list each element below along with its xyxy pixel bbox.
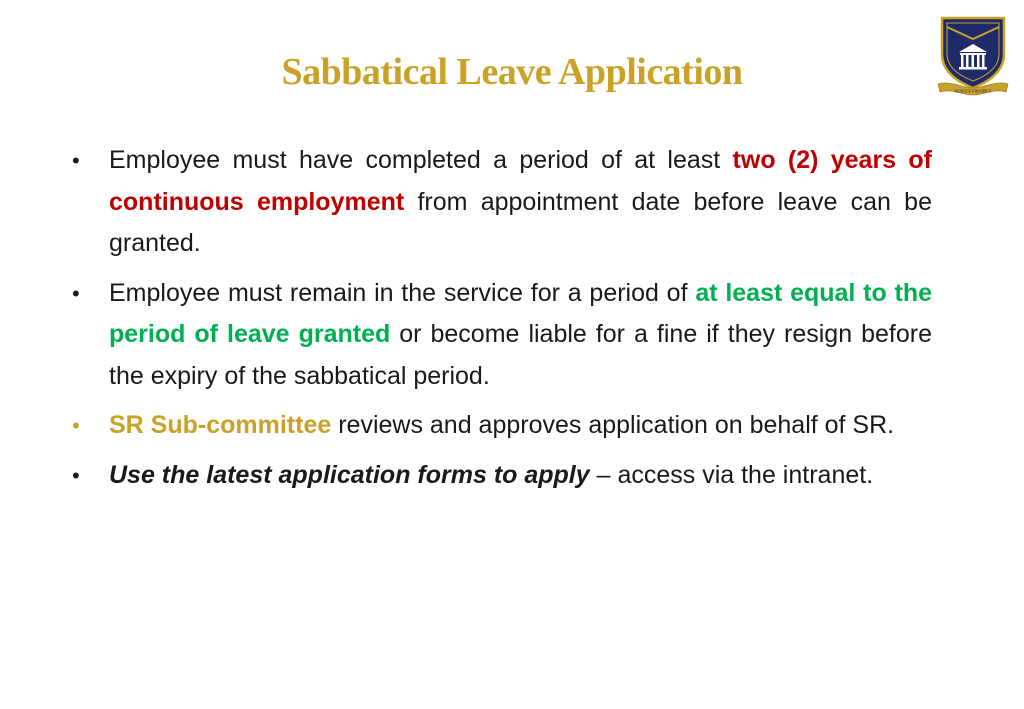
- bullet-item-employment-period: [72, 140, 932, 265]
- bullet-highlight-emphasis: Use the latest application forms to apply: [109, 460, 590, 489]
- bullet-list: [72, 140, 932, 504]
- bullet-text: Employee must remain in the service for a period of: [109, 278, 696, 307]
- university-crest-icon: [936, 14, 1010, 96]
- bullet-item-application-forms: [72, 455, 932, 497]
- bullet-text: or become liable for a fine if they resign before the expiry of the sabbatical period.: [109, 320, 932, 390]
- bullet-text: reviews and approves application on behalf of SR.: [331, 411, 895, 439]
- crest-motto: RESPICE PROSPICE: [954, 88, 992, 94]
- bullet-marker: •: [72, 462, 80, 488]
- bullet-text: – access via the intranet.: [589, 460, 874, 489]
- bullet-marker: •: [72, 413, 80, 438]
- bullet-highlight-gold: SR Sub-committee: [109, 411, 332, 439]
- bullet-item-sr-subcommittee: [72, 405, 932, 447]
- slide-title: Sabbatical Leave Application: [281, 51, 743, 93]
- bullet-text: from appointment date before leave can be granted.: [109, 187, 932, 257]
- bullet-highlight-red: two (2) years of continuous employment: [109, 146, 932, 216]
- bullet-marker: •: [72, 148, 80, 173]
- bullet-item-service-obligation: [72, 273, 932, 398]
- bullet-marker: •: [72, 280, 80, 306]
- bullet-text: Employee must have completed a period of at least: [109, 146, 733, 174]
- bullet-highlight-green: at least equal to the period of leave granted: [109, 278, 933, 348]
